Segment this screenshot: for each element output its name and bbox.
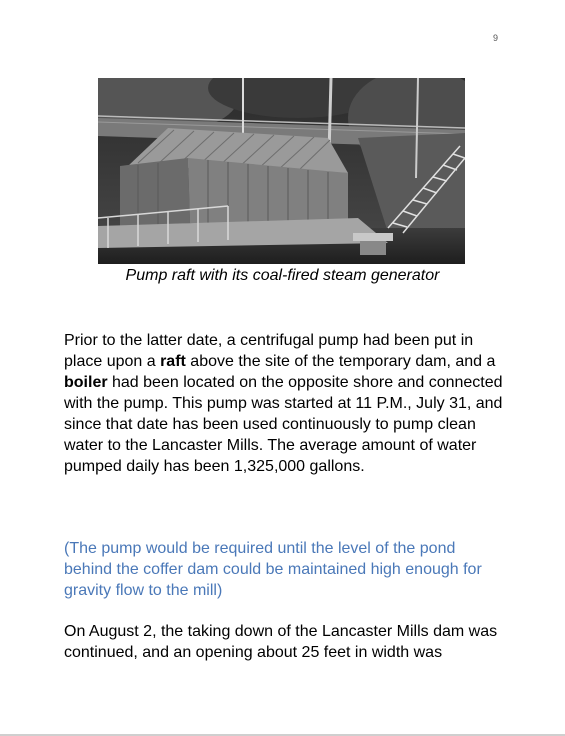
bold-term-raft: raft <box>160 353 186 370</box>
page-number: 9 <box>493 33 499 43</box>
pump-raft-photo <box>98 78 465 264</box>
paragraph-text: above the site of the temporary dam, and a <box>185 353 496 370</box>
paragraph-pump-raft <box>64 330 504 477</box>
paragraph-note-coffer-dam: (The pump would be required until the level of the pond behind the coffer dam could be maintained high enough for gravity flow to the mill) <box>64 540 482 599</box>
paragraph-text: Prior to the latter date, a centrifugal pump had been put in place upon a <box>64 332 474 370</box>
paragraph-august-2: On August 2, the taking down of the Lancaster Mills dam was continued, and an opening about 25 feet in width was <box>64 623 498 661</box>
paragraph-text: had been located on the opposite shore and connected with the pump. This pump was started at 11 P.M., July 31, and since that date has been used continuously to pump clean water to the Lancaster Mills. The average amount of water pumped daily has been 1,325,000 gallons. <box>64 374 503 475</box>
figure-caption: Pump raft with its coal-fired steam generator <box>125 267 440 284</box>
bold-term-boiler: boiler <box>64 374 108 391</box>
